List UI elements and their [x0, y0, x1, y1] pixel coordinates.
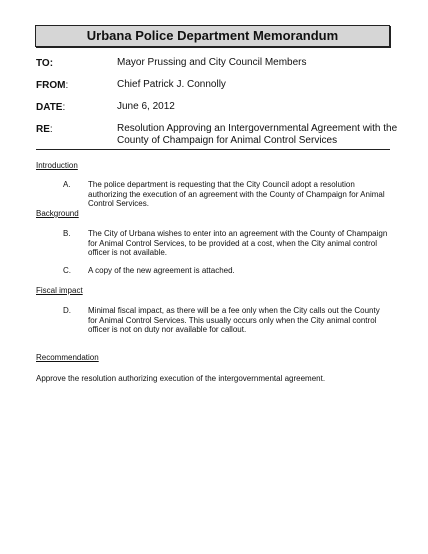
re-value-line1: Resolution Approving an Intergovernmental Agreement with the: [117, 123, 398, 134]
from-value: Chief Patrick J. Connolly: [117, 79, 226, 90]
item-d-marker: D.: [63, 306, 71, 315]
section-introduction: Introduction: [36, 161, 78, 170]
date-label-group: [36, 102, 65, 113]
header-divider: [36, 149, 390, 150]
from-label: FROM: [36, 80, 66, 91]
item-d-text: Minimal fiscal impact, as there will be a fee only when the City calls out the County for Animal Control Services. This usually occurs only when the City animal control officer is not on duty nor available for callout.: [88, 306, 380, 334]
date-colon: :: [62, 102, 66, 113]
item-b-marker: B.: [63, 229, 71, 238]
item-b-text: The City of Urbana wishes to enter into an agreement with the County of Champaign for Animal Control Services, to be provided at a cost, when the City animal control officer is not available.: [88, 229, 388, 257]
re-value-line2: County of Champaign for Animal Control Services: [117, 135, 338, 146]
recommendation-text: Approve the resolution authorizing execution of the intergovernmental agreement.: [36, 374, 326, 383]
item-c-text: A copy of the new agreement is attached.: [88, 266, 235, 275]
date-label: DATE: [36, 102, 63, 113]
date-value: June 6, 2012: [117, 101, 175, 112]
item-a-text: The police department is requesting that the City Council adopt a resolution authorizing the execution of an agreement with the County of Champaign for Animal Control Services.: [88, 180, 385, 208]
section-background: Background: [36, 209, 79, 218]
from-label-group: [36, 80, 68, 91]
memo-title-box: [35, 25, 390, 47]
to-value: Mayor Prussing and City Council Members: [117, 57, 307, 68]
section-recommendation: Recommendation: [36, 353, 99, 362]
item-c-marker: C.: [63, 266, 71, 275]
to-label: TO:: [36, 58, 54, 69]
re-label-group: [36, 124, 53, 135]
re-colon: :: [49, 124, 53, 135]
section-fiscal-impact: Fiscal impact: [36, 286, 83, 295]
re-label: RE: [36, 124, 50, 135]
item-a-marker: A.: [63, 180, 71, 189]
from-colon: :: [65, 80, 69, 91]
memo-title: Urbana Police Department Memorandum: [86, 28, 339, 43]
